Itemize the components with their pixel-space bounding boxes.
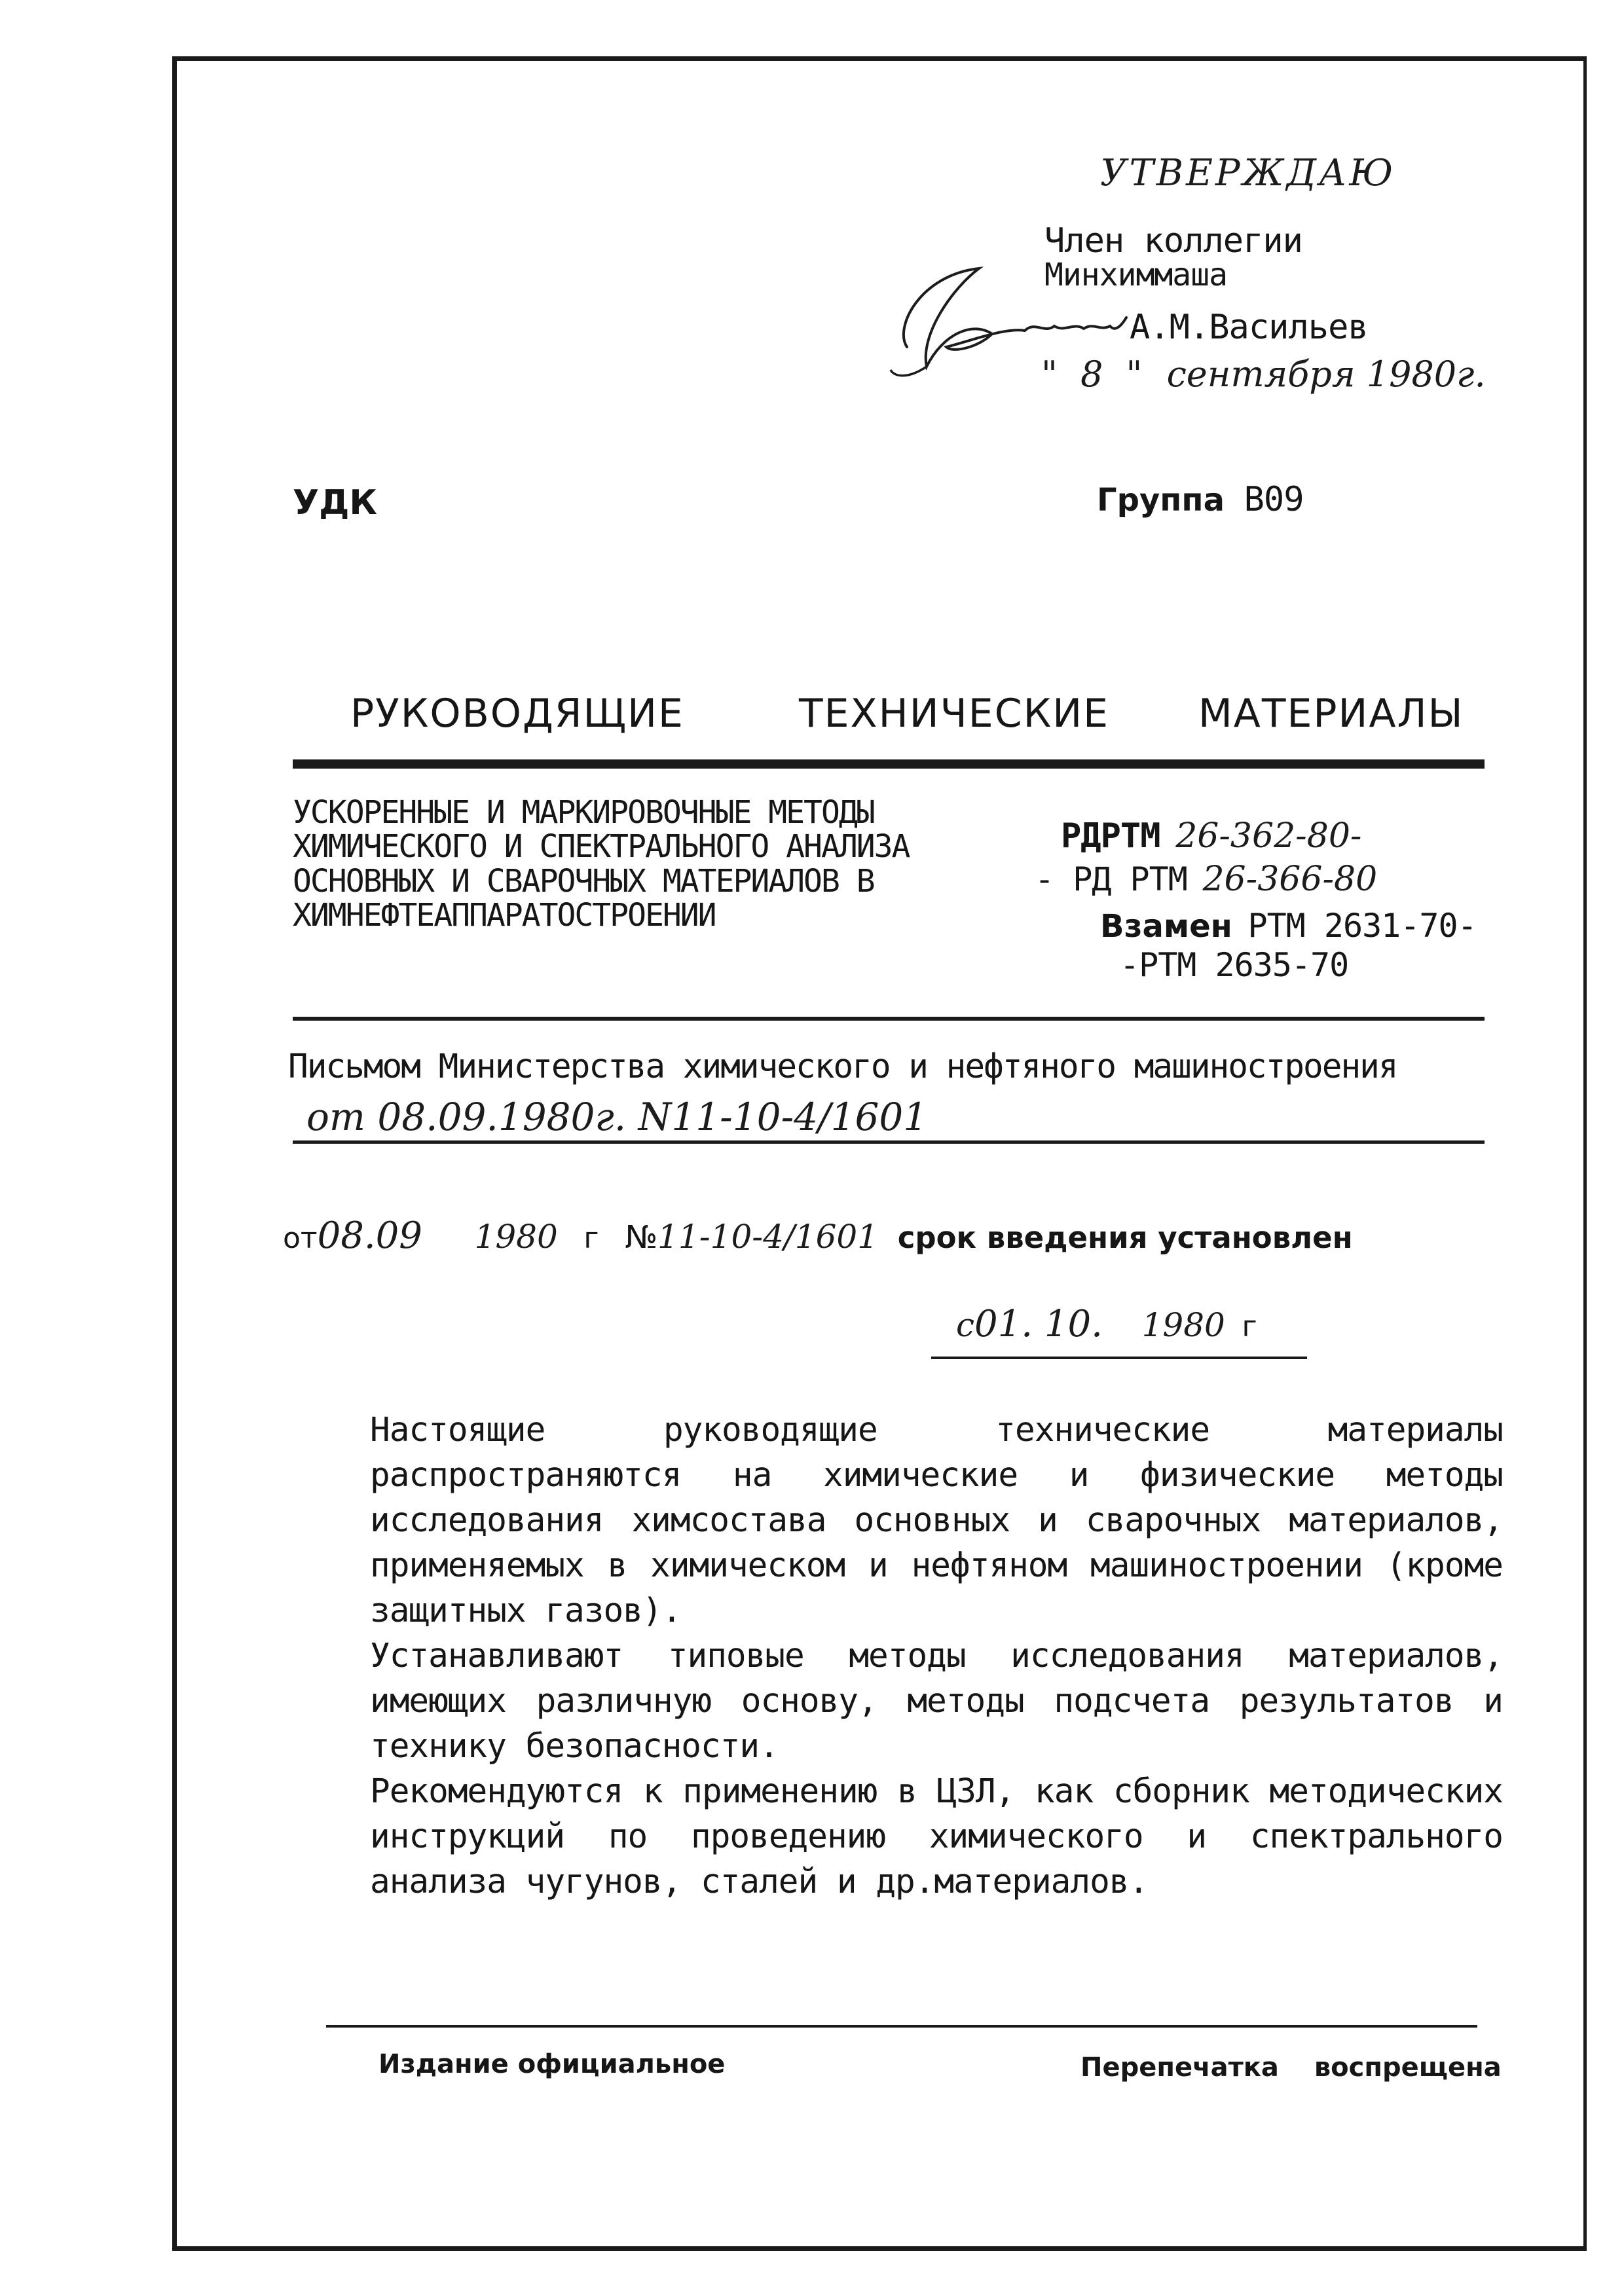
decree-from-label: от bbox=[283, 1222, 318, 1255]
group-field bbox=[1097, 480, 1304, 519]
date-day: 8 bbox=[1080, 354, 1103, 395]
body-text bbox=[285, 1408, 1503, 1904]
letter-rule bbox=[293, 1140, 1485, 1144]
doc-title-line-3: ОСНОВНЫХ И СВАРОЧНЫХ МАТЕРИАЛОВ В bbox=[293, 863, 874, 900]
designation-prefix-1: РДРТМ bbox=[1061, 816, 1160, 856]
doc-title-line-4: ХИМНЕФТЕАППАРАТОСТРОЕНИИ bbox=[293, 897, 716, 934]
decree-start-hand: 01. 10. bbox=[974, 1303, 1103, 1345]
approval-name: А.М.Васильев bbox=[1130, 308, 1368, 347]
designation-line-1 bbox=[1061, 816, 1362, 856]
designation-value-1: 26-362-80- bbox=[1175, 816, 1362, 856]
designation-value-3: РТМ 2631-70- bbox=[1247, 907, 1477, 945]
footer-rule bbox=[326, 2025, 1477, 2028]
approval-line1: Член коллегии bbox=[1044, 221, 1302, 261]
designation-value-2: 26-366-80 bbox=[1202, 860, 1378, 899]
designation-prefix-3: Взамен bbox=[1100, 908, 1232, 945]
date-quote-close: " bbox=[1126, 354, 1143, 395]
start-date-rule bbox=[931, 1357, 1307, 1359]
approval-title: УТВЕРЖДАЮ bbox=[1100, 152, 1396, 194]
designation-prefix-2: - РД РТМ bbox=[1035, 860, 1187, 898]
decree-term-text: срок введения установлен bbox=[897, 1220, 1353, 1255]
date-quote-open: " bbox=[1041, 354, 1058, 395]
group-label: Группа bbox=[1097, 482, 1225, 519]
heading-word-3: МАТЕРИАЛЫ bbox=[1198, 691, 1464, 737]
letter-text: Письмом Министерства химического и нефтяного машиностроения bbox=[288, 1048, 1397, 1086]
designation-line-3 bbox=[1100, 907, 1477, 945]
approval-date bbox=[1041, 354, 1486, 395]
decree-number-hand: 11-10-4/1601 bbox=[657, 1218, 879, 1256]
date-month-year: сентября 1980г. bbox=[1166, 354, 1486, 395]
approval-line2: Минхиммаша bbox=[1044, 257, 1227, 293]
body-paragraph-2: Устанавливают типовые методы исследования материалов, имеющих различную основу, методы подсчета результатов и технику безопасности. bbox=[370, 1637, 1503, 1766]
heading-word-1: РУКОВОДЯЩИЕ bbox=[350, 691, 684, 737]
decree-line bbox=[283, 1214, 1353, 1257]
decree-start bbox=[956, 1303, 1257, 1345]
letter-hand-ref: от 08.09.1980г. N11-10-4/1601 bbox=[306, 1095, 928, 1139]
footer-right: Перепечатка воспрещена bbox=[1080, 2052, 1502, 2083]
decree-year: 1980 bbox=[474, 1218, 558, 1256]
decree-from2-label: с bbox=[956, 1306, 975, 1344]
body-paragraph-3: Рекомендуются к применению в ЦЗЛ, как сборник методических инструкций по проведению химического и спектрального анализа чугунов, сталей и др.материалов. bbox=[370, 1772, 1503, 1901]
doc-title-line-2: ХИМИЧЕСКОГО И СПЕКТРАЛЬНОГО АНАЛИЗА bbox=[293, 828, 910, 865]
udk-label: УДК bbox=[293, 483, 377, 522]
designation-line-4: -РТМ 2635-70 bbox=[1120, 946, 1349, 984]
group-value: В09 bbox=[1244, 480, 1304, 519]
heading-rule bbox=[293, 759, 1485, 769]
decree-date-hand: 08.09 bbox=[317, 1214, 422, 1257]
decree-start-suffix: г bbox=[1242, 1310, 1257, 1343]
heading-word-2: ТЕХНИЧЕСКИЕ bbox=[799, 691, 1109, 737]
designation-line-2 bbox=[1035, 860, 1377, 899]
body-paragraph-1: Настоящие руководящие технические материалы распространяются на химические и физические методы исследования химсостава основных и сварочных материалов, применяемых в химическом и нефтяном машиностроении (кроме защитных газов). bbox=[370, 1411, 1503, 1630]
title-block-rule bbox=[293, 1017, 1485, 1021]
doc-title-line-1: УСКОРЕННЫЕ И МАРКИРОВОЧНЫЕ МЕТОДЫ bbox=[293, 794, 874, 831]
decree-year-suffix: г bbox=[583, 1222, 599, 1255]
decree-number-label: № bbox=[625, 1219, 658, 1256]
footer-left: Издание официальное bbox=[378, 2049, 726, 2079]
decree-start-year: 1980 bbox=[1141, 1306, 1225, 1344]
